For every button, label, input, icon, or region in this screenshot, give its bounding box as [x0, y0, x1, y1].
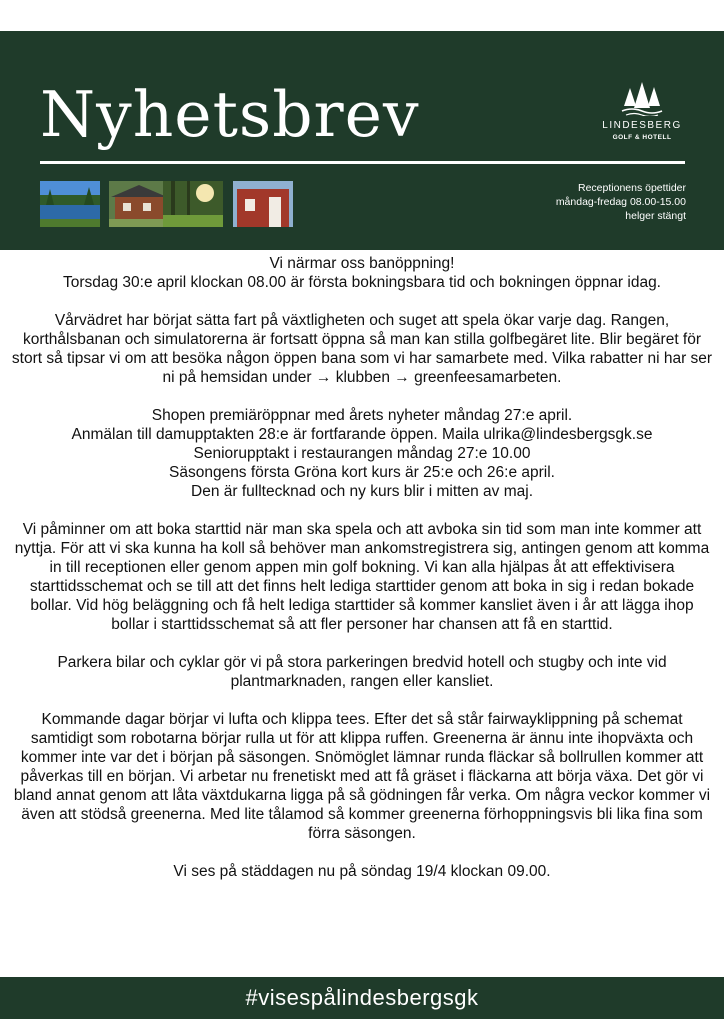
spring-paragraph: Vårvädret har börjat sätta fart på växtligheten och suget att spela ökar varje dag. Rangen, korthålsbanan och simulatorerna är fortsatt öppna så man kan stilla golfbegäret lite. Blir begäret för stort så tipsar vi om att besöka någon öppen bana som vi har samarbete med. Vilka rabatter ni har ser ni på hemsidan under → klubben → greenfeesamarbeten.	[11, 312, 713, 386]
newsletter-body	[10, 254, 714, 881]
news-item: Anmälan till damupptakten 28:e är fortfarande öppen. Maila ulrika@lindesbergsgk.se	[71, 426, 653, 443]
page-title: Nyhetsbrev	[40, 78, 420, 151]
opening-hours-weekend: helger stängt	[625, 210, 686, 222]
news-item: Seniorupptakt i restaurangen måndag 27:e 10.00	[193, 445, 531, 462]
course-paragraph: Kommande dagar börjar vi lufta och klippa tees. Efter det så står fairwayklippning på schemat samtidigt som robotarna börjar rulla ut för att klippa ruffen. Greenerna är ännu inte ihopväxta och kommer inte var det i början på säsongen. Snömöglet lämnar runda fläckar så bollrullen kommer att påverkas till en början. Vi arbetar nu frenetiskt med att få gräset i fläckarna att börja växa. Det gör vi bland annat genom att låta växtdukarna ligga på så gödningen får verka. Om några veckor kommer vi även att stödså greenerna. Med lite tålamod så kommer greenerna förhoppningsvis bli lika fina som förra säsongen.	[13, 711, 711, 842]
reception-opening-hours	[556, 181, 686, 223]
lindesberg-logo[interactable]	[596, 82, 688, 152]
red-cabin-photo-icon	[233, 181, 293, 227]
logo-subtitle: GOLF & HOTELL	[612, 134, 672, 141]
spruce-trees-logo-icon	[620, 82, 664, 116]
logo-name: LINDESBERG	[602, 120, 682, 131]
news-item: Säsongens första Gröna kort kurs är 25:e och 26:e april.	[169, 464, 555, 481]
opening-hours-weekdays: måndag-fredag 08.00-15.00	[555, 196, 686, 208]
opening-heading: Vi närmar oss banöppning!	[269, 255, 455, 272]
news-item: Den är fulltecknad och ny kurs blir i mitten av maj.	[191, 483, 533, 500]
opening-text: Torsdag 30:e april klockan 08.00 är första bokningsbara tid och bokningen öppnar idag.	[62, 274, 661, 291]
header-divider	[40, 161, 685, 164]
booking-paragraph: Vi påminner om att boka starttid när man ska spela och att avboka sin tid som man inte kommer att nyttja. För att vi ska kunna ha koll så behöver man ankomstregistrera sig, antingen genom att komma in till receptionen eller genom appen min golf bokning. Vi kan alla hjälpas åt att effektivisera starttidsschemat och se till att det finns helt lediga starttider genom att boka in sig i redan bokade bollar. Vid hög beläggning och få helt lediga starttider så kommer kansliet även i år att lägga ihop bollar i starttidsschemat så att fler personer har chansen att få en starttid.	[14, 521, 710, 633]
newsletter-header	[0, 31, 724, 250]
sunlit-forest-photo-icon	[163, 181, 223, 227]
footer-hashtag: #visespålindesbergsgk	[0, 977, 724, 1019]
parking-paragraph: Parkera bilar och cyklar gör vi på stora parkeringen bredvid hotell och stugby och inte vid plantmarknaden, rangen eller kansliet.	[57, 654, 667, 690]
opening-hours-title: Receptionens öpettider	[578, 182, 686, 194]
news-item: Shopen premiäröppnar med årets nyheter måndag 27:e april.	[151, 407, 573, 424]
lake-landscape-photo-icon	[40, 181, 100, 227]
cleanup-paragraph: Vi ses på städdagen nu på söndag 19/4 klockan 09.00.	[173, 863, 551, 880]
clubhouse-photo-icon	[109, 181, 169, 227]
